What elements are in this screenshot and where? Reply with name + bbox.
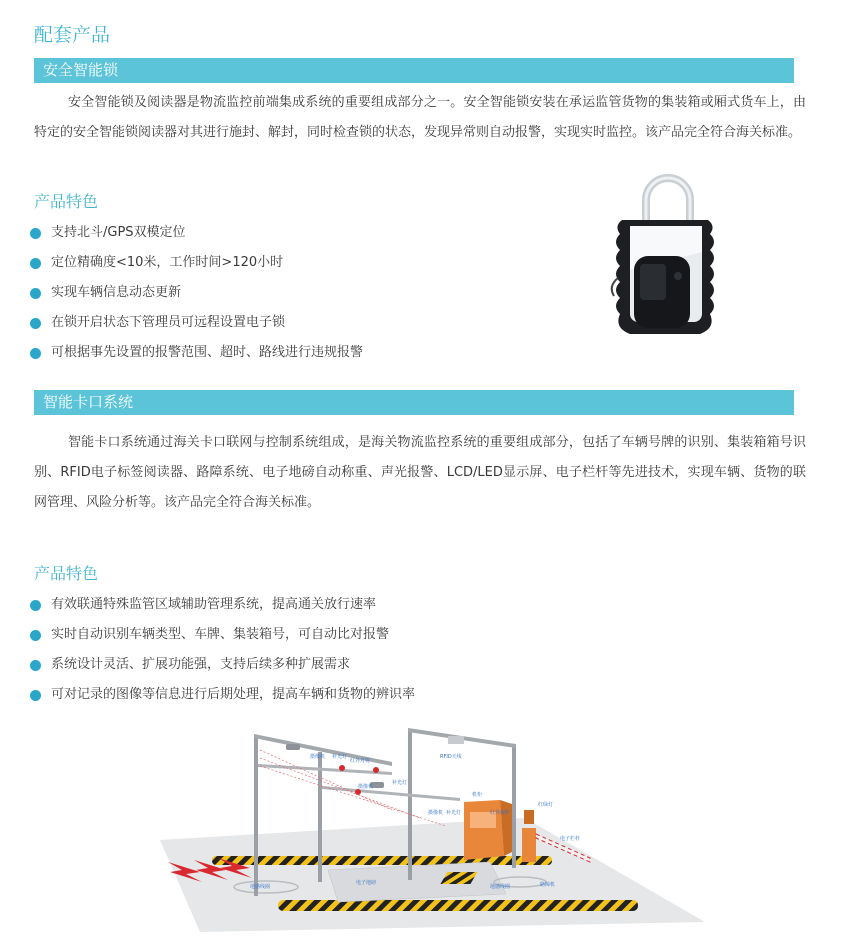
traffic-light-icon xyxy=(524,810,534,824)
feature-text: 在锁开启状态下管理员可远程设置电子锁 xyxy=(51,315,286,330)
feature-text: 可对记录的图像等信息进行后期处理，提高车辆和货物的辨识率 xyxy=(51,687,416,702)
gantry-beam xyxy=(254,734,392,766)
bullet-icon xyxy=(30,348,41,359)
bullet-icon xyxy=(30,258,41,269)
checkpoint-diagram xyxy=(160,722,705,932)
feature-text: 支持北斗/GPS双模定位 xyxy=(51,225,186,240)
feature-item xyxy=(30,680,415,710)
bullet-icon xyxy=(30,690,41,701)
barrier-cabinet xyxy=(522,828,536,862)
feature-text: 实时自动识别车辆类型、车牌、集装箱号，可自动比对报警 xyxy=(51,627,390,642)
feature-text: 实现车辆信息动态更新 xyxy=(51,285,182,300)
feature-item xyxy=(30,218,363,248)
rfid-antenna-icon xyxy=(448,736,464,744)
lane-divider xyxy=(278,900,638,911)
diagram-label: 机柜 xyxy=(472,792,483,798)
smart-lock-image xyxy=(600,168,730,344)
lane-divider xyxy=(212,856,552,865)
control-booth xyxy=(464,800,504,860)
bullet-icon xyxy=(30,288,41,299)
smart-lock-features-title: 产品特色 xyxy=(34,192,99,211)
diagram-label: 电子地磅 xyxy=(356,880,377,886)
diagram-label: 红外保护 xyxy=(490,810,511,816)
bullet-icon xyxy=(30,660,41,671)
feature-item xyxy=(30,278,363,308)
feature-item xyxy=(30,248,363,278)
feature-text: 定位精确度<10米，工作时间>120小时 xyxy=(51,255,284,270)
bullet-icon xyxy=(30,630,41,641)
diagram-label: RFID天线 xyxy=(440,754,462,760)
diagram-label: 补光灯 xyxy=(392,780,408,786)
gantry-pole xyxy=(512,746,516,868)
diagram-label: 补光灯 xyxy=(332,754,348,760)
bullet-icon xyxy=(30,228,41,239)
diagram-label: 摄像机 xyxy=(428,810,444,816)
alarm-light-icon xyxy=(373,767,379,773)
diagram-label: 地感线圈 xyxy=(250,884,271,890)
diagram-label: 红外对射 xyxy=(350,758,371,764)
feature-item xyxy=(30,590,415,620)
feature-item xyxy=(30,308,363,338)
diagram-label: 路障机 xyxy=(540,882,556,888)
smart-gate-features-title: 产品特色 xyxy=(34,564,99,583)
smart-gate-description: 智能卡口系统通过海关卡口联网与控制系统组成，是海关物流监控系统的重要组成部分，包括了车辆号牌的识别、集装箱箱号识别、RFID电子标签阅读器、路障系统、电子地磅自动称重、声光报警、LCD/LED显示屏、电子栏杆等先进技术，实现车辆、货物的联网管理、风险分析等。该产品完全符合海关标准。 xyxy=(34,435,806,510)
gantry-pole xyxy=(318,752,322,882)
section-bar-smart-gate: 智能卡口系统 xyxy=(34,390,794,415)
diagram-label: 地感线圈 xyxy=(490,884,511,890)
gantry-pole xyxy=(254,736,258,896)
smart-lock-feature-list xyxy=(30,218,363,368)
feature-item xyxy=(30,338,363,368)
feature-text: 可根据事先设置的报警范围、超时、路线进行违规报警 xyxy=(51,345,364,360)
diagram-label: 摄像机 xyxy=(358,784,374,790)
diagram-label: 红绿灯 xyxy=(538,802,554,808)
camera-icon xyxy=(286,744,300,750)
page-title: 配套产品 xyxy=(34,24,111,46)
feature-item xyxy=(30,620,415,650)
smart-gate-feature-list xyxy=(30,590,415,710)
bullet-icon xyxy=(30,600,41,611)
gantry-beam xyxy=(258,764,392,775)
diagram-label: 摄像机 xyxy=(310,754,326,760)
bullet-icon xyxy=(30,318,41,329)
alarm-light-icon xyxy=(339,765,345,771)
diagram-label: 电子栏杆 xyxy=(560,836,581,842)
feature-text: 系统设计灵活、扩展功能强，支持后续多种扩展需求 xyxy=(51,657,351,672)
gantry-pole xyxy=(408,730,412,880)
section-bar-smart-lock: 安全智能锁 xyxy=(34,58,794,83)
feature-text: 有效联通特殊监管区域辅助管理系统，提高通关放行速率 xyxy=(51,597,377,612)
smart-lock-description: 安全智能锁及阅读器是物流监控前端集成系统的重要组成部分之一。安全智能锁安装在承运监管货物的集装箱或厢式货车上，由特定的安全智能锁阅读器对其进行施封、解封，同时检查锁的状态，发现异常则自动报警，实现实时监控。该产品完全符合海关标准。 xyxy=(34,95,806,140)
gantry-beam xyxy=(322,786,460,801)
feature-item xyxy=(30,650,415,680)
diagram-label: 补光灯 xyxy=(446,810,462,816)
